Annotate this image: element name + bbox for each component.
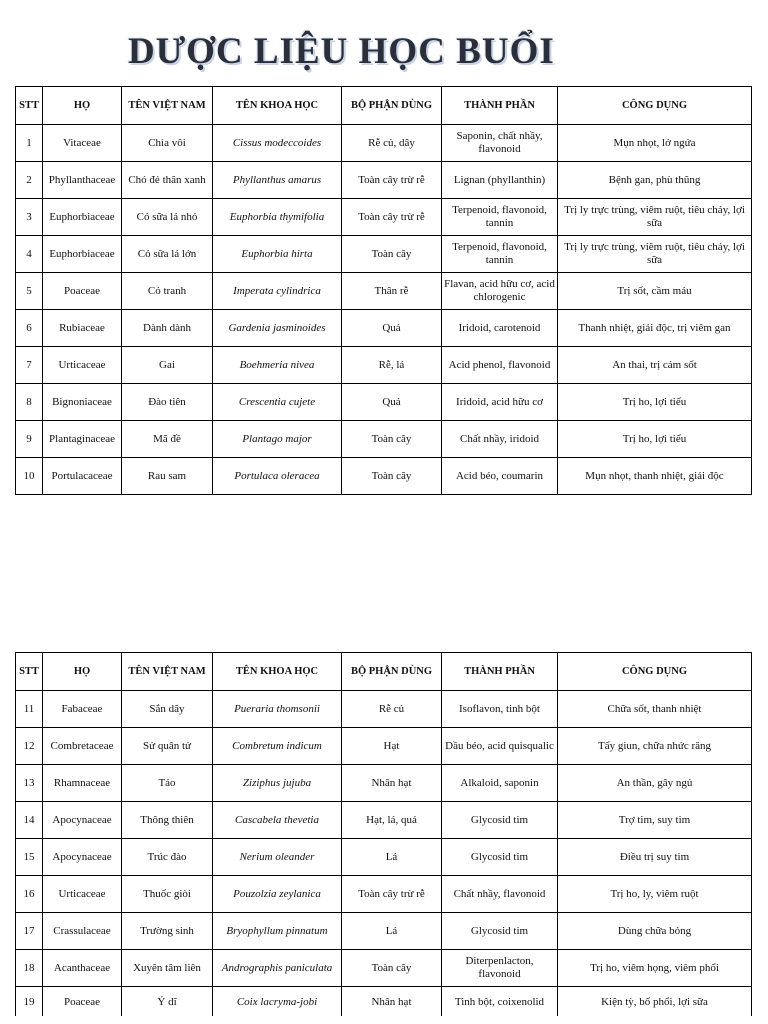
family-cell: Portulacaceae xyxy=(43,458,122,495)
vietnamese-name-cell: Sắn dây xyxy=(122,691,213,728)
uses-cell: Thanh nhiệt, giải độc, trị viêm gan xyxy=(558,310,752,347)
column-header-scientific-name: TÊN KHOA HỌC xyxy=(213,653,342,691)
table-row xyxy=(16,728,752,765)
family-cell: Bignoniaceae xyxy=(43,384,122,421)
family-cell: Urticaceae xyxy=(43,347,122,384)
scientific-name-cell: Crescentia cujete xyxy=(213,384,342,421)
column-header-vietnamese-name: TÊN VIỆT NAM xyxy=(122,87,213,125)
uses-cell: Dùng chữa bỏng xyxy=(558,913,752,950)
uses-cell: An thần, gây ngủ xyxy=(558,765,752,802)
vietnamese-name-cell: Cỏ sữa lá lớn xyxy=(122,236,213,273)
composition-cell: Iridoid, acid hữu cơ xyxy=(442,384,558,421)
family-cell: Phyllanthaceae xyxy=(43,162,122,199)
stt-cell: 9 xyxy=(16,421,43,458)
family-cell: Poaceae xyxy=(43,987,122,1017)
scientific-name-cell: Portulaca oleracea xyxy=(213,458,342,495)
vietnamese-name-cell: Cỏ sữa lá nhỏ xyxy=(122,199,213,236)
uses-cell: An thai, trị cảm sốt xyxy=(558,347,752,384)
uses-cell: Trị ho, ly, viêm ruột xyxy=(558,876,752,913)
stt-cell: 4 xyxy=(16,236,43,273)
uses-cell: Trị ho, viêm họng, viêm phổi xyxy=(558,950,752,987)
column-header-composition: THÀNH PHẦN xyxy=(442,653,558,691)
column-header-vietnamese-name: TÊN VIỆT NAM xyxy=(122,653,213,691)
part-used-cell: Toàn cây xyxy=(342,421,442,458)
part-used-cell: Rễ, lá xyxy=(342,347,442,384)
vietnamese-name-cell: Thuốc giòi xyxy=(122,876,213,913)
vietnamese-name-cell: Gai xyxy=(122,347,213,384)
uses-cell: Kiện tỳ, bổ phổi, lợi sữa xyxy=(558,987,752,1017)
uses-cell: Chữa sốt, thanh nhiệt xyxy=(558,691,752,728)
table-row xyxy=(16,691,752,728)
table-row xyxy=(16,347,752,384)
family-cell: Combretaceae xyxy=(43,728,122,765)
family-cell: Apocynaceae xyxy=(43,802,122,839)
uses-cell: Mụn nhọt, thanh nhiệt, giải độc xyxy=(558,458,752,495)
stt-cell: 15 xyxy=(16,839,43,876)
composition-cell: Glycosid tim xyxy=(442,802,558,839)
scientific-name-cell: Bryophyllum pinnatum xyxy=(213,913,342,950)
part-used-cell: Rễ củ xyxy=(342,691,442,728)
table-header-row xyxy=(16,87,752,125)
uses-cell: Điều trị suy tim xyxy=(558,839,752,876)
part-used-cell: Thân rễ xyxy=(342,273,442,310)
family-cell: Vitaceae xyxy=(43,125,122,162)
vietnamese-name-cell: Đào tiên xyxy=(122,384,213,421)
part-used-cell: Hạt, lá, quả xyxy=(342,802,442,839)
vietnamese-name-cell: Dành dành xyxy=(122,310,213,347)
table-row xyxy=(16,236,752,273)
part-used-cell: Lá xyxy=(342,913,442,950)
scientific-name-cell: Andrographis paniculata xyxy=(213,950,342,987)
column-header-family: HỌ xyxy=(43,653,122,691)
uses-cell: Trị ly trực trùng, viêm ruột, tiêu chảy, lợi sữa xyxy=(558,236,752,273)
composition-cell: Diterpenlacton, flavonoid xyxy=(442,950,558,987)
stt-cell: 3 xyxy=(16,199,43,236)
table-row xyxy=(16,125,752,162)
family-cell: Euphorbiaceae xyxy=(43,236,122,273)
table-row xyxy=(16,950,752,987)
composition-cell: Acid béo, coumarin xyxy=(442,458,558,495)
column-header-uses: CÔNG DỤNG xyxy=(558,653,752,691)
composition-cell: Lignan (phyllanthin) xyxy=(442,162,558,199)
stt-cell: 18 xyxy=(16,950,43,987)
family-cell: Apocynaceae xyxy=(43,839,122,876)
scientific-name-cell: Cascabela thevetia xyxy=(213,802,342,839)
column-header-scientific-name: TÊN KHOA HỌC xyxy=(213,87,342,125)
uses-cell: Trợ tim, suy tim xyxy=(558,802,752,839)
family-cell: Rubiaceae xyxy=(43,310,122,347)
scientific-name-cell: Cissus modeccoides xyxy=(213,125,342,162)
table-row xyxy=(16,876,752,913)
column-header-uses: CÔNG DỤNG xyxy=(558,87,752,125)
family-cell: Plantaginaceae xyxy=(43,421,122,458)
family-cell: Acanthaceae xyxy=(43,950,122,987)
composition-cell: Isoflavon, tinh bột xyxy=(442,691,558,728)
scientific-name-cell: Gardenia jasminoides xyxy=(213,310,342,347)
uses-cell: Trị ho, lợi tiểu xyxy=(558,384,752,421)
part-used-cell: Nhân hạt xyxy=(342,765,442,802)
table-row xyxy=(16,273,752,310)
scientific-name-cell: Euphorbia hirta xyxy=(213,236,342,273)
scientific-name-cell: Nerium oleander xyxy=(213,839,342,876)
uses-cell: Bệnh gan, phù thũng xyxy=(558,162,752,199)
part-used-cell: Quả xyxy=(342,384,442,421)
table-header-row xyxy=(16,653,752,691)
stt-cell: 10 xyxy=(16,458,43,495)
stt-cell: 19 xyxy=(16,987,43,1017)
vietnamese-name-cell: Thông thiên xyxy=(122,802,213,839)
vietnamese-name-cell: Cỏ tranh xyxy=(122,273,213,310)
part-used-cell: Hạt xyxy=(342,728,442,765)
stt-cell: 16 xyxy=(16,876,43,913)
vietnamese-name-cell: Táo xyxy=(122,765,213,802)
composition-cell: Glycosid tim xyxy=(442,839,558,876)
table-row xyxy=(16,421,752,458)
vietnamese-name-cell: Ý dĩ xyxy=(122,987,213,1017)
column-header-stt: STT xyxy=(16,653,43,691)
stt-cell: 5 xyxy=(16,273,43,310)
uses-cell: Tẩy giun, chữa nhức răng xyxy=(558,728,752,765)
scientific-name-cell: Pueraria thomsonii xyxy=(213,691,342,728)
scientific-name-cell: Boehmeria nivea xyxy=(213,347,342,384)
column-header-stt: STT xyxy=(16,87,43,125)
column-header-part-used: BỘ PHẬN DÙNG xyxy=(342,87,442,125)
table-row xyxy=(16,162,752,199)
composition-cell: Dầu béo, acid quisqualic xyxy=(442,728,558,765)
vietnamese-name-cell: Chó đẻ thân xanh xyxy=(122,162,213,199)
composition-cell: Flavan, acid hữu cơ, acid chlorogenic xyxy=(442,273,558,310)
table-row xyxy=(16,199,752,236)
composition-cell: Chất nhầy, flavonoid xyxy=(442,876,558,913)
vietnamese-name-cell: Chìa vôi xyxy=(122,125,213,162)
stt-cell: 17 xyxy=(16,913,43,950)
scientific-name-cell: Phyllanthus amarus xyxy=(213,162,342,199)
vietnamese-name-cell: Rau sam xyxy=(122,458,213,495)
table-row xyxy=(16,765,752,802)
composition-cell: Saponin, chất nhầy, flavonoid xyxy=(442,125,558,162)
composition-cell: Glycosid tim xyxy=(442,913,558,950)
part-used-cell: Toàn cây trừ rễ xyxy=(342,162,442,199)
family-cell: Crassulaceae xyxy=(43,913,122,950)
table-row xyxy=(16,987,752,1017)
vietnamese-name-cell: Mã đề xyxy=(122,421,213,458)
family-cell: Rhamnaceae xyxy=(43,765,122,802)
scientific-name-cell: Coix lacryma-jobi xyxy=(213,987,342,1017)
column-header-family: HỌ xyxy=(43,87,122,125)
scientific-name-cell: Pouzolzia zeylanica xyxy=(213,876,342,913)
vietnamese-name-cell: Sử quân tử xyxy=(122,728,213,765)
family-cell: Fabaceae xyxy=(43,691,122,728)
uses-cell: Trị ho, lợi tiểu xyxy=(558,421,752,458)
part-used-cell: Toàn cây xyxy=(342,458,442,495)
stt-cell: 7 xyxy=(16,347,43,384)
stt-cell: 8 xyxy=(16,384,43,421)
scientific-name-cell: Plantago major xyxy=(213,421,342,458)
vietnamese-name-cell: Xuyên tâm liên xyxy=(122,950,213,987)
part-used-cell: Lá xyxy=(342,839,442,876)
family-cell: Urticaceae xyxy=(43,876,122,913)
column-header-part-used: BỘ PHẬN DÙNG xyxy=(342,653,442,691)
part-used-cell: Toàn cây trừ rễ xyxy=(342,876,442,913)
table-row xyxy=(16,802,752,839)
scientific-name-cell: Ziziphus jujuba xyxy=(213,765,342,802)
family-cell: Euphorbiaceae xyxy=(43,199,122,236)
scientific-name-cell: Combretum indicum xyxy=(213,728,342,765)
vietnamese-name-cell: Trúc đào xyxy=(122,839,213,876)
part-used-cell: Rễ củ, dây xyxy=(342,125,442,162)
part-used-cell: Toàn cây xyxy=(342,950,442,987)
scientific-name-cell: Euphorbia thymifolia xyxy=(213,199,342,236)
table-row xyxy=(16,839,752,876)
herb-table-2 xyxy=(15,652,752,1016)
scientific-name-cell: Imperata cylindrica xyxy=(213,273,342,310)
composition-cell: Iridoid, carotenoid xyxy=(442,310,558,347)
stt-cell: 11 xyxy=(16,691,43,728)
herb-table-1 xyxy=(15,86,752,495)
stt-cell: 6 xyxy=(16,310,43,347)
table-row xyxy=(16,458,752,495)
composition-cell: Tinh bột, coixenolid xyxy=(442,987,558,1017)
composition-cell: Terpenoid, flavonoid, tannin xyxy=(442,199,558,236)
vietnamese-name-cell: Trường sinh xyxy=(122,913,213,950)
uses-cell: Mụn nhọt, lở ngứa xyxy=(558,125,752,162)
page-title: DƯỢC LIỆU HỌC BUỔI xyxy=(128,31,555,72)
column-header-composition: THÀNH PHẦN xyxy=(442,87,558,125)
uses-cell: Trị ly trực trùng, viêm ruột, tiêu chảy, lợi sữa xyxy=(558,199,752,236)
part-used-cell: Quả xyxy=(342,310,442,347)
stt-cell: 13 xyxy=(16,765,43,802)
composition-cell: Acid phenol, flavonoid xyxy=(442,347,558,384)
composition-cell: Alkaloid, saponin xyxy=(442,765,558,802)
stt-cell: 1 xyxy=(16,125,43,162)
stt-cell: 14 xyxy=(16,802,43,839)
part-used-cell: Toàn cây trừ rễ xyxy=(342,199,442,236)
part-used-cell: Nhân hạt xyxy=(342,987,442,1017)
part-used-cell: Toàn cây xyxy=(342,236,442,273)
stt-cell: 12 xyxy=(16,728,43,765)
uses-cell: Trị sốt, cầm máu xyxy=(558,273,752,310)
composition-cell: Chất nhầy, iridoid xyxy=(442,421,558,458)
table-row xyxy=(16,384,752,421)
stt-cell: 2 xyxy=(16,162,43,199)
composition-cell: Terpenoid, flavonoid, tannin xyxy=(442,236,558,273)
table-row xyxy=(16,310,752,347)
family-cell: Poaceae xyxy=(43,273,122,310)
table-row xyxy=(16,913,752,950)
